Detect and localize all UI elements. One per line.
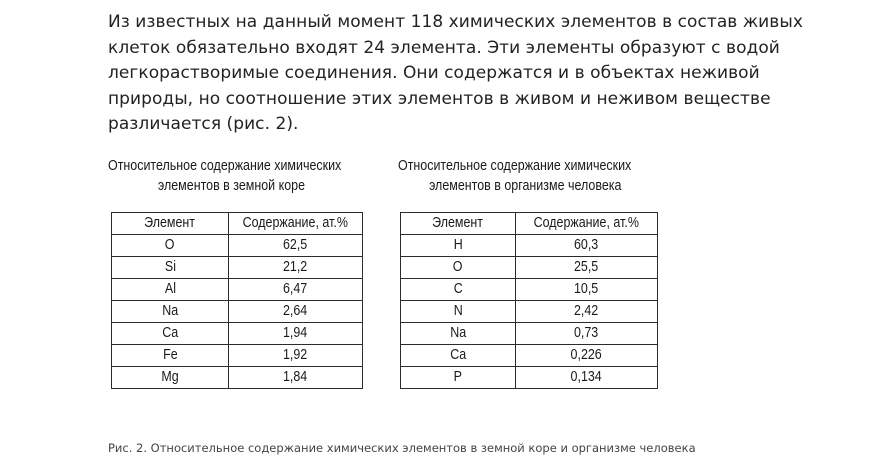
table-row — [401, 235, 658, 257]
human-body-table — [400, 212, 658, 389]
table-row — [401, 323, 658, 345]
value-cell: 0,226 — [516, 345, 658, 367]
element-cell: P — [401, 367, 516, 389]
element-cell: Na — [112, 301, 229, 323]
header-cell: Содержание, ат.% — [229, 213, 363, 235]
table-header-row — [112, 213, 363, 235]
intro-line: клеток обязательно входят 24 элемента. Эти элементы образуют с водой — [108, 37, 780, 58]
header-cell: Содержание, ат.% — [516, 213, 658, 235]
figure-tables — [108, 156, 668, 416]
element-cell: C — [401, 279, 516, 301]
figure-caption: Рис. 2. Относительное содержание химических элементов в земной коре и организме человека — [108, 441, 696, 455]
caption-line: Относительное содержание химических — [398, 158, 632, 174]
table-row — [401, 301, 658, 323]
table-row — [112, 323, 363, 345]
table-row — [401, 279, 658, 301]
value-cell: 10,5 — [516, 279, 658, 301]
value-cell: 2,42 — [516, 301, 658, 323]
element-cell: O — [112, 235, 229, 257]
value-cell: 25,5 — [516, 257, 658, 279]
table-row — [112, 279, 363, 301]
element-cell: Ca — [401, 345, 516, 367]
element-cell: H — [401, 235, 516, 257]
value-cell: 1,94 — [229, 323, 363, 345]
element-cell: Na — [401, 323, 516, 345]
earth-crust-table-caption — [108, 156, 342, 196]
value-cell: 6,47 — [229, 279, 363, 301]
value-cell: 2,64 — [229, 301, 363, 323]
intro-paragraph — [108, 10, 808, 138]
table-row — [112, 345, 363, 367]
table-row — [112, 235, 363, 257]
human-body-table-block — [398, 156, 663, 385]
element-cell: N — [401, 301, 516, 323]
caption-line: элементов в земной коре — [157, 178, 306, 194]
intro-line: природы, но соотношение этих элементов в живом и неживом веществе — [108, 88, 771, 109]
value-cell: 0,73 — [516, 323, 658, 345]
human-body-table-caption — [398, 156, 632, 196]
value-cell: 62,5 — [229, 235, 363, 257]
element-cell: Mg — [112, 367, 229, 389]
value-cell: 1,92 — [229, 345, 363, 367]
value-cell: 60,3 — [516, 235, 658, 257]
intro-line: легкорастворимые соединения. Они содержатся и в объектах неживой — [108, 63, 760, 83]
header-cell: Элемент — [401, 213, 516, 235]
caption-line: элементов в организме человека — [428, 178, 622, 194]
header-cell: Элемент — [112, 213, 229, 235]
value-cell: 0,134 — [516, 367, 658, 389]
intro-line: Из известных на данный момент 118 химических элементов в состав живых — [108, 12, 803, 32]
element-cell: Ca — [112, 323, 229, 345]
table-header-row — [401, 213, 658, 235]
table-row — [401, 345, 658, 367]
table-row — [112, 367, 363, 389]
element-cell: Fe — [112, 345, 229, 367]
caption-line: Относительное содержание химических — [108, 158, 342, 174]
earth-crust-table — [111, 212, 363, 389]
element-cell: Al — [112, 279, 229, 301]
table-row — [112, 257, 363, 279]
value-cell: 21,2 — [229, 257, 363, 279]
table-row — [401, 257, 658, 279]
table-row — [112, 301, 363, 323]
intro-line: различается (рис. 2). — [108, 114, 299, 134]
earth-crust-table-block — [108, 156, 368, 385]
element-cell: Si — [112, 257, 229, 279]
value-cell: 1,84 — [229, 367, 363, 389]
table-row — [401, 367, 658, 389]
element-cell: O — [401, 257, 516, 279]
